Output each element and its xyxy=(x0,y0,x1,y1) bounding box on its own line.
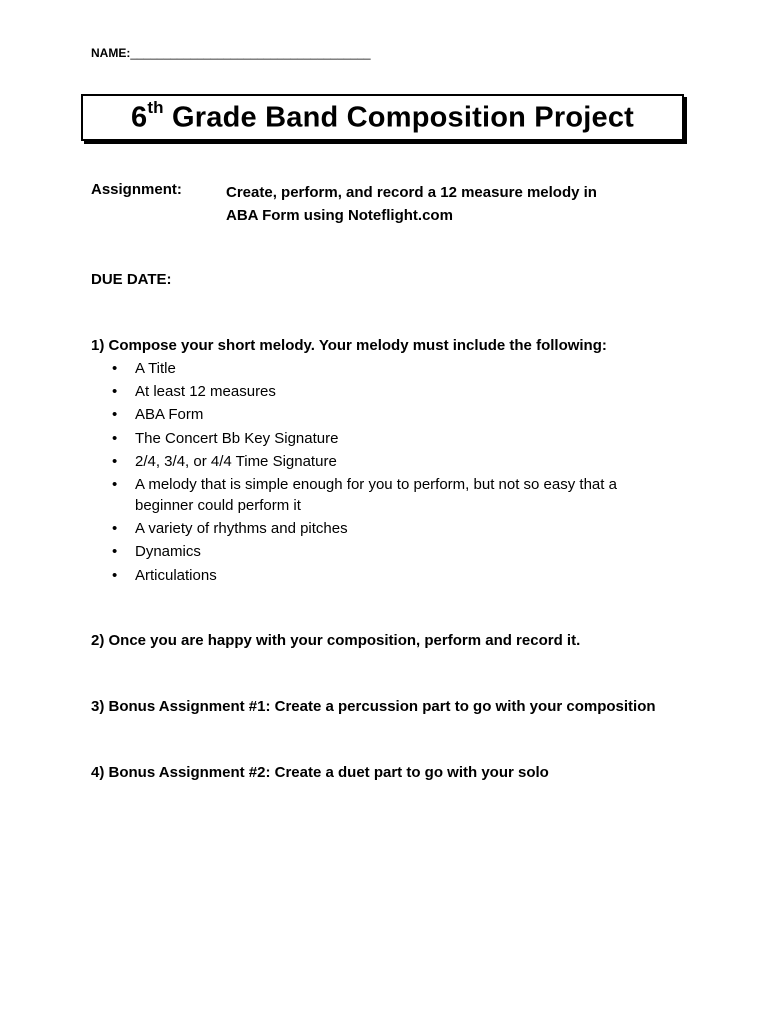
name-blank-line: ____________________________________ xyxy=(130,46,371,60)
list-item: • Articulations xyxy=(112,566,217,584)
section-2-heading: 2) Once you are happy with your composition, perform and record it. xyxy=(91,632,581,649)
name-field-line xyxy=(91,46,371,60)
title-ordinal-suffix: th xyxy=(147,97,164,117)
bullet-icon: • xyxy=(112,452,118,470)
list-item: • A Title xyxy=(112,360,176,377)
due-date-label: DUE DATE: xyxy=(91,271,172,288)
assignment-line-1: Create, perform, and record a 12 measure melody in xyxy=(226,184,597,201)
bullet-icon: • xyxy=(112,520,118,538)
list-item: • Dynamics xyxy=(112,543,201,561)
list-item: • A variety of rhythms and pitches xyxy=(112,520,348,538)
list-item: • At least 12 measures xyxy=(112,383,276,401)
bullet-icon: • xyxy=(112,566,118,584)
section-1-heading: 1) Compose your short melody. Your melody must include the following: xyxy=(91,337,607,354)
bullet-icon: • xyxy=(112,429,118,447)
assignment-label: Assignment: xyxy=(91,181,182,198)
bullet-icon: • xyxy=(112,475,118,493)
name-label: NAME: xyxy=(91,46,131,60)
title-rest: Grade Band Composition Project xyxy=(163,101,635,134)
section-4-heading: 4) Bonus Assignment #2: Create a duet part to go with your solo xyxy=(91,764,549,781)
list-item: • ABA Form xyxy=(112,406,204,424)
bullet-icon: • xyxy=(112,383,118,401)
assignment-description xyxy=(226,181,646,227)
assignment-line-2: ABA Form using Noteflight.com xyxy=(226,207,453,224)
list-item: • 2/4, 3/4, or 4/4 Time Signature xyxy=(112,452,337,470)
bullet-icon: • xyxy=(112,543,118,561)
title-box xyxy=(81,94,684,141)
list-item: • A melody that is simple enough for you to perform, but not so easy that a beginner could perform it xyxy=(112,475,617,514)
page-title xyxy=(130,97,635,135)
title-ordinal: 6 xyxy=(130,101,148,134)
bullet-icon: • xyxy=(112,406,118,424)
bullet-icon: • xyxy=(112,360,118,377)
list-item: • The Concert Bb Key Signature xyxy=(112,429,339,447)
requirements-list xyxy=(91,358,671,588)
section-3-heading: 3) Bonus Assignment #1: Create a percussion part to go with your composition xyxy=(91,698,656,715)
